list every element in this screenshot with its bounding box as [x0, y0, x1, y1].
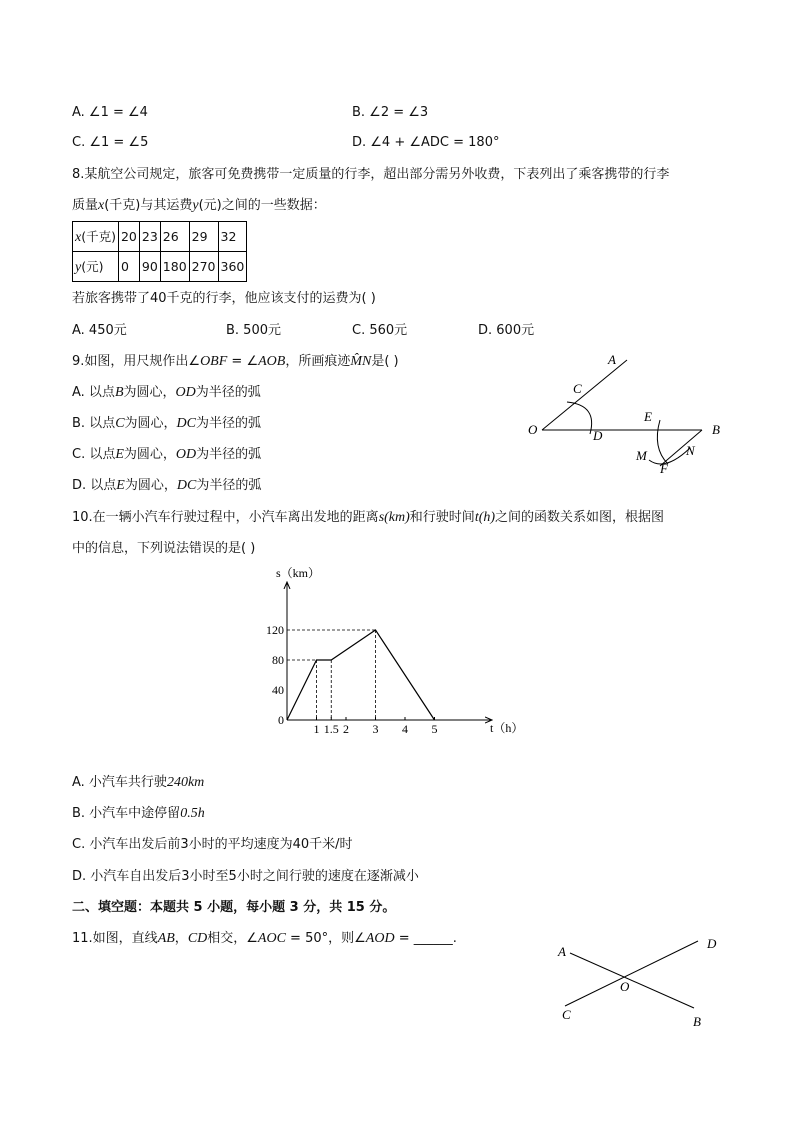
- q10-option-c: C. 小汽车出发后前3小时的平均速度为40千米/时: [72, 837, 353, 852]
- q9-option-d: D. 以点E为圆心，DC为半径的弧: [72, 478, 262, 493]
- q7-option-a: A. ∠1 = ∠4: [72, 105, 148, 120]
- q11-stem: 11.如图，直线AB，CD相交，∠AOC = 50°，则∠AOD = ______.: [72, 931, 457, 946]
- q10-distance-time-chart: [240, 560, 524, 750]
- label-o: O: [620, 979, 630, 994]
- line-cd: [565, 941, 698, 1006]
- label-a: A: [608, 352, 616, 367]
- table-row: [73, 222, 247, 252]
- label-b: B: [712, 422, 720, 437]
- table-cell: 360: [218, 252, 247, 282]
- x-tick-label: 1: [313, 722, 320, 736]
- q9-option-a: A. 以点B为圆心，OD为半径的弧: [72, 385, 261, 400]
- label-b: B: [693, 1014, 701, 1029]
- table-cell: 23: [139, 222, 160, 252]
- table-cell: 20: [118, 222, 139, 252]
- q7-option-d: D. ∠4 + ∠ADC = 180°: [352, 135, 500, 150]
- q9-construction-figure: [520, 350, 730, 480]
- x-tick-label: 2: [343, 722, 349, 736]
- q10-option-d: D. 小汽车自出发后3小时至5小时之间行驶的速度在逐渐减小: [72, 869, 419, 884]
- label-n: N: [686, 443, 695, 458]
- q10-stem-line1: 10.在一辆小汽车行驶过程中，小汽车离出发地的距离s(km)和行驶时间t(h)之间的函数关系如图，根据图: [72, 510, 665, 525]
- ray-oa: [542, 360, 627, 430]
- q8-stem-line1: 8.某航空公司规定，旅客可免费携带一定质量的行李，超出部分需另外收费，下表列出了乘客携带的行李: [72, 167, 670, 182]
- y-tick-label: 40: [272, 683, 284, 697]
- table-cell: 90: [139, 252, 160, 282]
- label-m: M: [636, 448, 647, 463]
- label-e: E: [644, 409, 652, 424]
- label-a: A: [558, 944, 566, 959]
- table-row-label: x(千克): [73, 222, 119, 252]
- x-tick-label: 5: [431, 722, 438, 736]
- table-row: [73, 252, 247, 282]
- q7-option-c: C. ∠1 = ∠5: [72, 135, 149, 150]
- y-tick-label: 120: [266, 623, 284, 637]
- table-cell: 180: [160, 252, 189, 282]
- y-tick-label: 80: [272, 653, 284, 667]
- label-c: C: [562, 1007, 571, 1022]
- label-d: D: [707, 936, 717, 951]
- arc-ef: [657, 420, 668, 464]
- x-tick-label: 1.5: [323, 722, 339, 736]
- x-tick-label: 4: [402, 722, 408, 736]
- label-o: O: [528, 422, 538, 437]
- q10-option-b: B. 小汽车中途停留0.5h: [72, 806, 205, 821]
- table-cell: 270: [189, 252, 218, 282]
- arc-mn: [649, 448, 690, 464]
- table-row-label: y(元): [73, 252, 119, 282]
- label-c: C: [573, 381, 582, 396]
- y-tick-label: 0: [278, 713, 284, 727]
- q11-intersecting-lines-figure: [550, 930, 730, 1040]
- q8-option-a: A. 450元: [72, 323, 127, 338]
- q10-stem-line2: 中的信息，下列说法错误的是( ): [72, 541, 256, 556]
- table-cell: 32: [218, 222, 247, 252]
- q8-option-b: B. 500元: [226, 323, 281, 338]
- table-cell: 26: [160, 222, 189, 252]
- q7-option-b: B. ∠2 = ∠3: [352, 105, 429, 120]
- q8-data-table: [72, 221, 247, 282]
- section-title: 二、填空题：本题共 5 小题，每小题 3 分，共 15 分。: [72, 900, 396, 915]
- q8-option-d: D. 600元: [478, 323, 535, 338]
- q9-option-c: C. 以点E为圆心，OD为半径的弧: [72, 447, 262, 462]
- y-axis-label: s（km）: [276, 566, 321, 580]
- table-cell: 0: [118, 252, 139, 282]
- q8-option-c: C. 560元: [352, 323, 408, 338]
- table-cell: 29: [189, 222, 218, 252]
- x-tick-label: 3: [372, 722, 379, 736]
- series-line: [287, 630, 435, 720]
- q8-question: 若旅客携带了40千克的行李，他应该支付的运费为( ): [72, 291, 376, 306]
- q10-option-a: A. 小汽车共行驶240km: [72, 775, 205, 790]
- q8-stem-line2: 质量x(千克)与其运费y(元)之间的一些数据：: [72, 198, 326, 213]
- q9-option-b: B. 以点C为圆心，DC为半径的弧: [72, 416, 262, 431]
- label-f: F: [660, 461, 668, 476]
- q9-stem: 9.如图，用尺规作出∠OBF = ∠AOB，所画痕迹M̂N是( ): [72, 354, 399, 369]
- label-d: D: [593, 428, 603, 443]
- line-ab: [570, 953, 694, 1008]
- x-axis-label: t（h）: [490, 721, 524, 735]
